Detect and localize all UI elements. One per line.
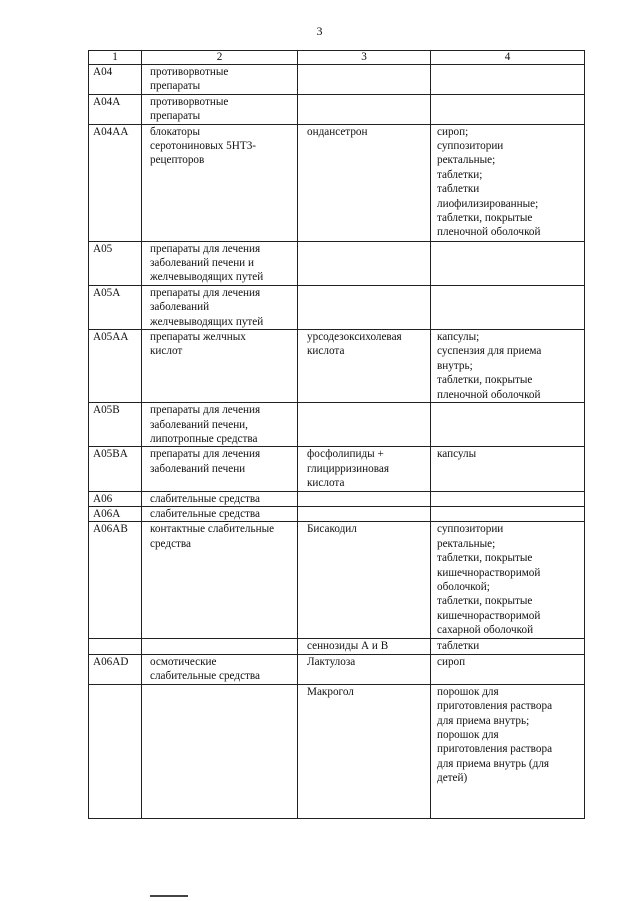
pharmacological-group: препараты для лечения заболеваний желчевыводящих путей <box>150 286 264 328</box>
pharmacological-group-cell <box>142 285 298 329</box>
atc-code: A04A <box>93 95 121 108</box>
table-row <box>89 124 585 241</box>
drug-name-cell <box>298 94 431 124</box>
dosage-forms: капсулы <box>437 448 477 461</box>
table-row <box>89 506 585 521</box>
atc-code-cell <box>89 491 142 506</box>
table-row <box>89 285 585 329</box>
atc-code-cell <box>89 403 142 447</box>
pharmacological-group: препараты желчных кислот <box>150 331 246 358</box>
atc-code-cell <box>89 94 142 124</box>
atc-code: A05BA <box>93 448 128 461</box>
pharmacological-group-cell <box>142 94 298 124</box>
drug-name: Лактулоза <box>307 655 356 668</box>
pharmacological-group: препараты для лечения заболеваний печени, липотропные средства <box>150 404 261 445</box>
drug-table <box>88 50 585 819</box>
atc-code: A05A <box>93 286 121 299</box>
drug-name-cell <box>298 285 431 329</box>
pharmacological-group-cell <box>142 654 298 684</box>
atc-code-cell <box>89 330 142 403</box>
dosage-forms-cell <box>431 654 585 684</box>
column-header-2: 2 <box>142 51 298 65</box>
pharmacological-group-cell <box>142 403 298 447</box>
atc-code: A04 <box>93 66 113 78</box>
table-row <box>89 654 585 684</box>
drug-name-cell <box>298 522 431 639</box>
column-header-3: 3 <box>298 51 431 65</box>
pharmacological-group-cell <box>142 506 298 521</box>
pharmacological-group-cell <box>142 65 298 95</box>
pharmacological-group-cell <box>142 522 298 639</box>
atc-code: A05 <box>93 242 113 255</box>
page-number: 3 <box>316 24 323 38</box>
atc-code-cell <box>89 684 142 818</box>
atc-code: A06AB <box>93 523 128 536</box>
drug-name: Макрогол <box>307 685 354 698</box>
dosage-forms-cell <box>431 447 585 491</box>
dosage-forms: порошок для приготовления раствора для приема внутрь; порошок для приготовления раствора для приема внутрь (для детей) <box>437 685 553 785</box>
pharmacological-group: противорвотные препараты <box>150 95 229 123</box>
drug-name: ондансетрон <box>307 125 368 138</box>
table-row <box>89 639 585 654</box>
pharmacological-group-cell <box>142 330 298 403</box>
dosage-forms: капсулы; суспензия для приема внутрь; таблетки, покрытые пленочной оболочкой <box>437 331 542 401</box>
drug-name-cell <box>298 403 431 447</box>
table-row <box>89 94 585 124</box>
atc-code-cell <box>89 506 142 521</box>
drug-name-cell <box>298 506 431 521</box>
pharmacological-group: противорвотные препараты <box>150 66 229 93</box>
table-row <box>89 241 585 285</box>
atc-code-cell <box>89 522 142 639</box>
drug-name-cell <box>298 124 431 241</box>
dosage-forms: суппозитории ректальные; таблетки, покрытые кишечнорастворимой оболочкой; таблетки, покрытые кишечнорастворимой сахарной оболочкой <box>437 523 541 637</box>
pharmacological-group-cell <box>142 241 298 285</box>
atc-code-cell <box>89 241 142 285</box>
pharmacological-group: слабительные средства <box>150 507 261 520</box>
table-row <box>89 491 585 506</box>
drug-name-cell <box>298 447 431 491</box>
dosage-forms-cell <box>431 506 585 521</box>
drug-name: урсодезоксихолевая кислота <box>307 331 402 358</box>
atc-code-cell <box>89 639 142 654</box>
dosage-forms: сироп; суппозитории ректальные; таблетки; таблетки лиофилизированные; таблетки, покрытые пленочной оболочкой <box>437 125 541 239</box>
atc-code-cell <box>89 285 142 329</box>
drug-name: Бисакодил <box>307 523 357 536</box>
drug-name-cell <box>298 330 431 403</box>
dosage-forms-cell <box>431 684 585 818</box>
column-header-1: 1 <box>89 51 142 65</box>
atc-code-cell <box>89 124 142 241</box>
pharmacological-group: контактные слабительные средства <box>150 523 275 550</box>
pharmacological-group-cell <box>142 639 298 654</box>
table-body <box>89 65 585 819</box>
atc-code-cell <box>89 447 142 491</box>
atc-code: A05AA <box>93 331 129 344</box>
drug-name-cell <box>298 65 431 95</box>
dosage-forms-cell <box>431 403 585 447</box>
dosage-forms-cell <box>431 330 585 403</box>
drug-name-cell <box>298 241 431 285</box>
atc-code-cell <box>89 654 142 684</box>
dosage-forms-cell <box>431 124 585 241</box>
table-row <box>89 684 585 818</box>
pharmacological-group-cell <box>142 447 298 491</box>
table-row <box>89 65 585 95</box>
pharmacological-group: осмотические слабительные средства <box>150 655 261 683</box>
pharmacological-group-cell <box>142 684 298 818</box>
table-row <box>89 403 585 447</box>
dosage-forms-cell <box>431 639 585 654</box>
footer-mark <box>150 895 188 897</box>
pharmacological-group: блокаторы серотониновых 5HT3- рецепторов <box>150 125 257 167</box>
table-header-row <box>89 51 585 65</box>
pharmacological-group-cell <box>142 491 298 506</box>
pharmacological-group: препараты для лечения заболеваний печени и желчевыводящих путей <box>150 242 264 284</box>
drug-name-cell <box>298 684 431 818</box>
dosage-forms-cell <box>431 241 585 285</box>
dosage-forms: сироп <box>437 655 466 668</box>
atc-code: A06A <box>93 507 121 520</box>
table-row <box>89 522 585 639</box>
pharmacological-group-cell <box>142 124 298 241</box>
dosage-forms-cell <box>431 491 585 506</box>
atc-code: A04AA <box>93 125 129 138</box>
dosage-forms-cell <box>431 285 585 329</box>
dosage-forms-cell <box>431 65 585 95</box>
pharmacological-group: слабительные средства <box>150 492 261 505</box>
table-row <box>89 447 585 491</box>
drug-name: фосфолипиды + глицирризиновая кислота <box>307 448 389 490</box>
drug-name-cell <box>298 639 431 654</box>
atc-code-cell <box>89 65 142 95</box>
drug-name-cell <box>298 654 431 684</box>
column-header-4: 4 <box>431 51 585 65</box>
atc-code: A06AD <box>93 655 129 668</box>
table-row <box>89 330 585 403</box>
dosage-forms: таблетки <box>437 640 480 653</box>
dosage-forms-cell <box>431 522 585 639</box>
drug-name-cell <box>298 491 431 506</box>
atc-code: A05B <box>93 404 120 417</box>
dosage-forms-cell <box>431 94 585 124</box>
atc-code: A06 <box>93 492 113 505</box>
pharmacological-group: препараты для лечения заболеваний печени <box>150 448 261 475</box>
drug-name: сеннозиды А и В <box>307 640 389 653</box>
